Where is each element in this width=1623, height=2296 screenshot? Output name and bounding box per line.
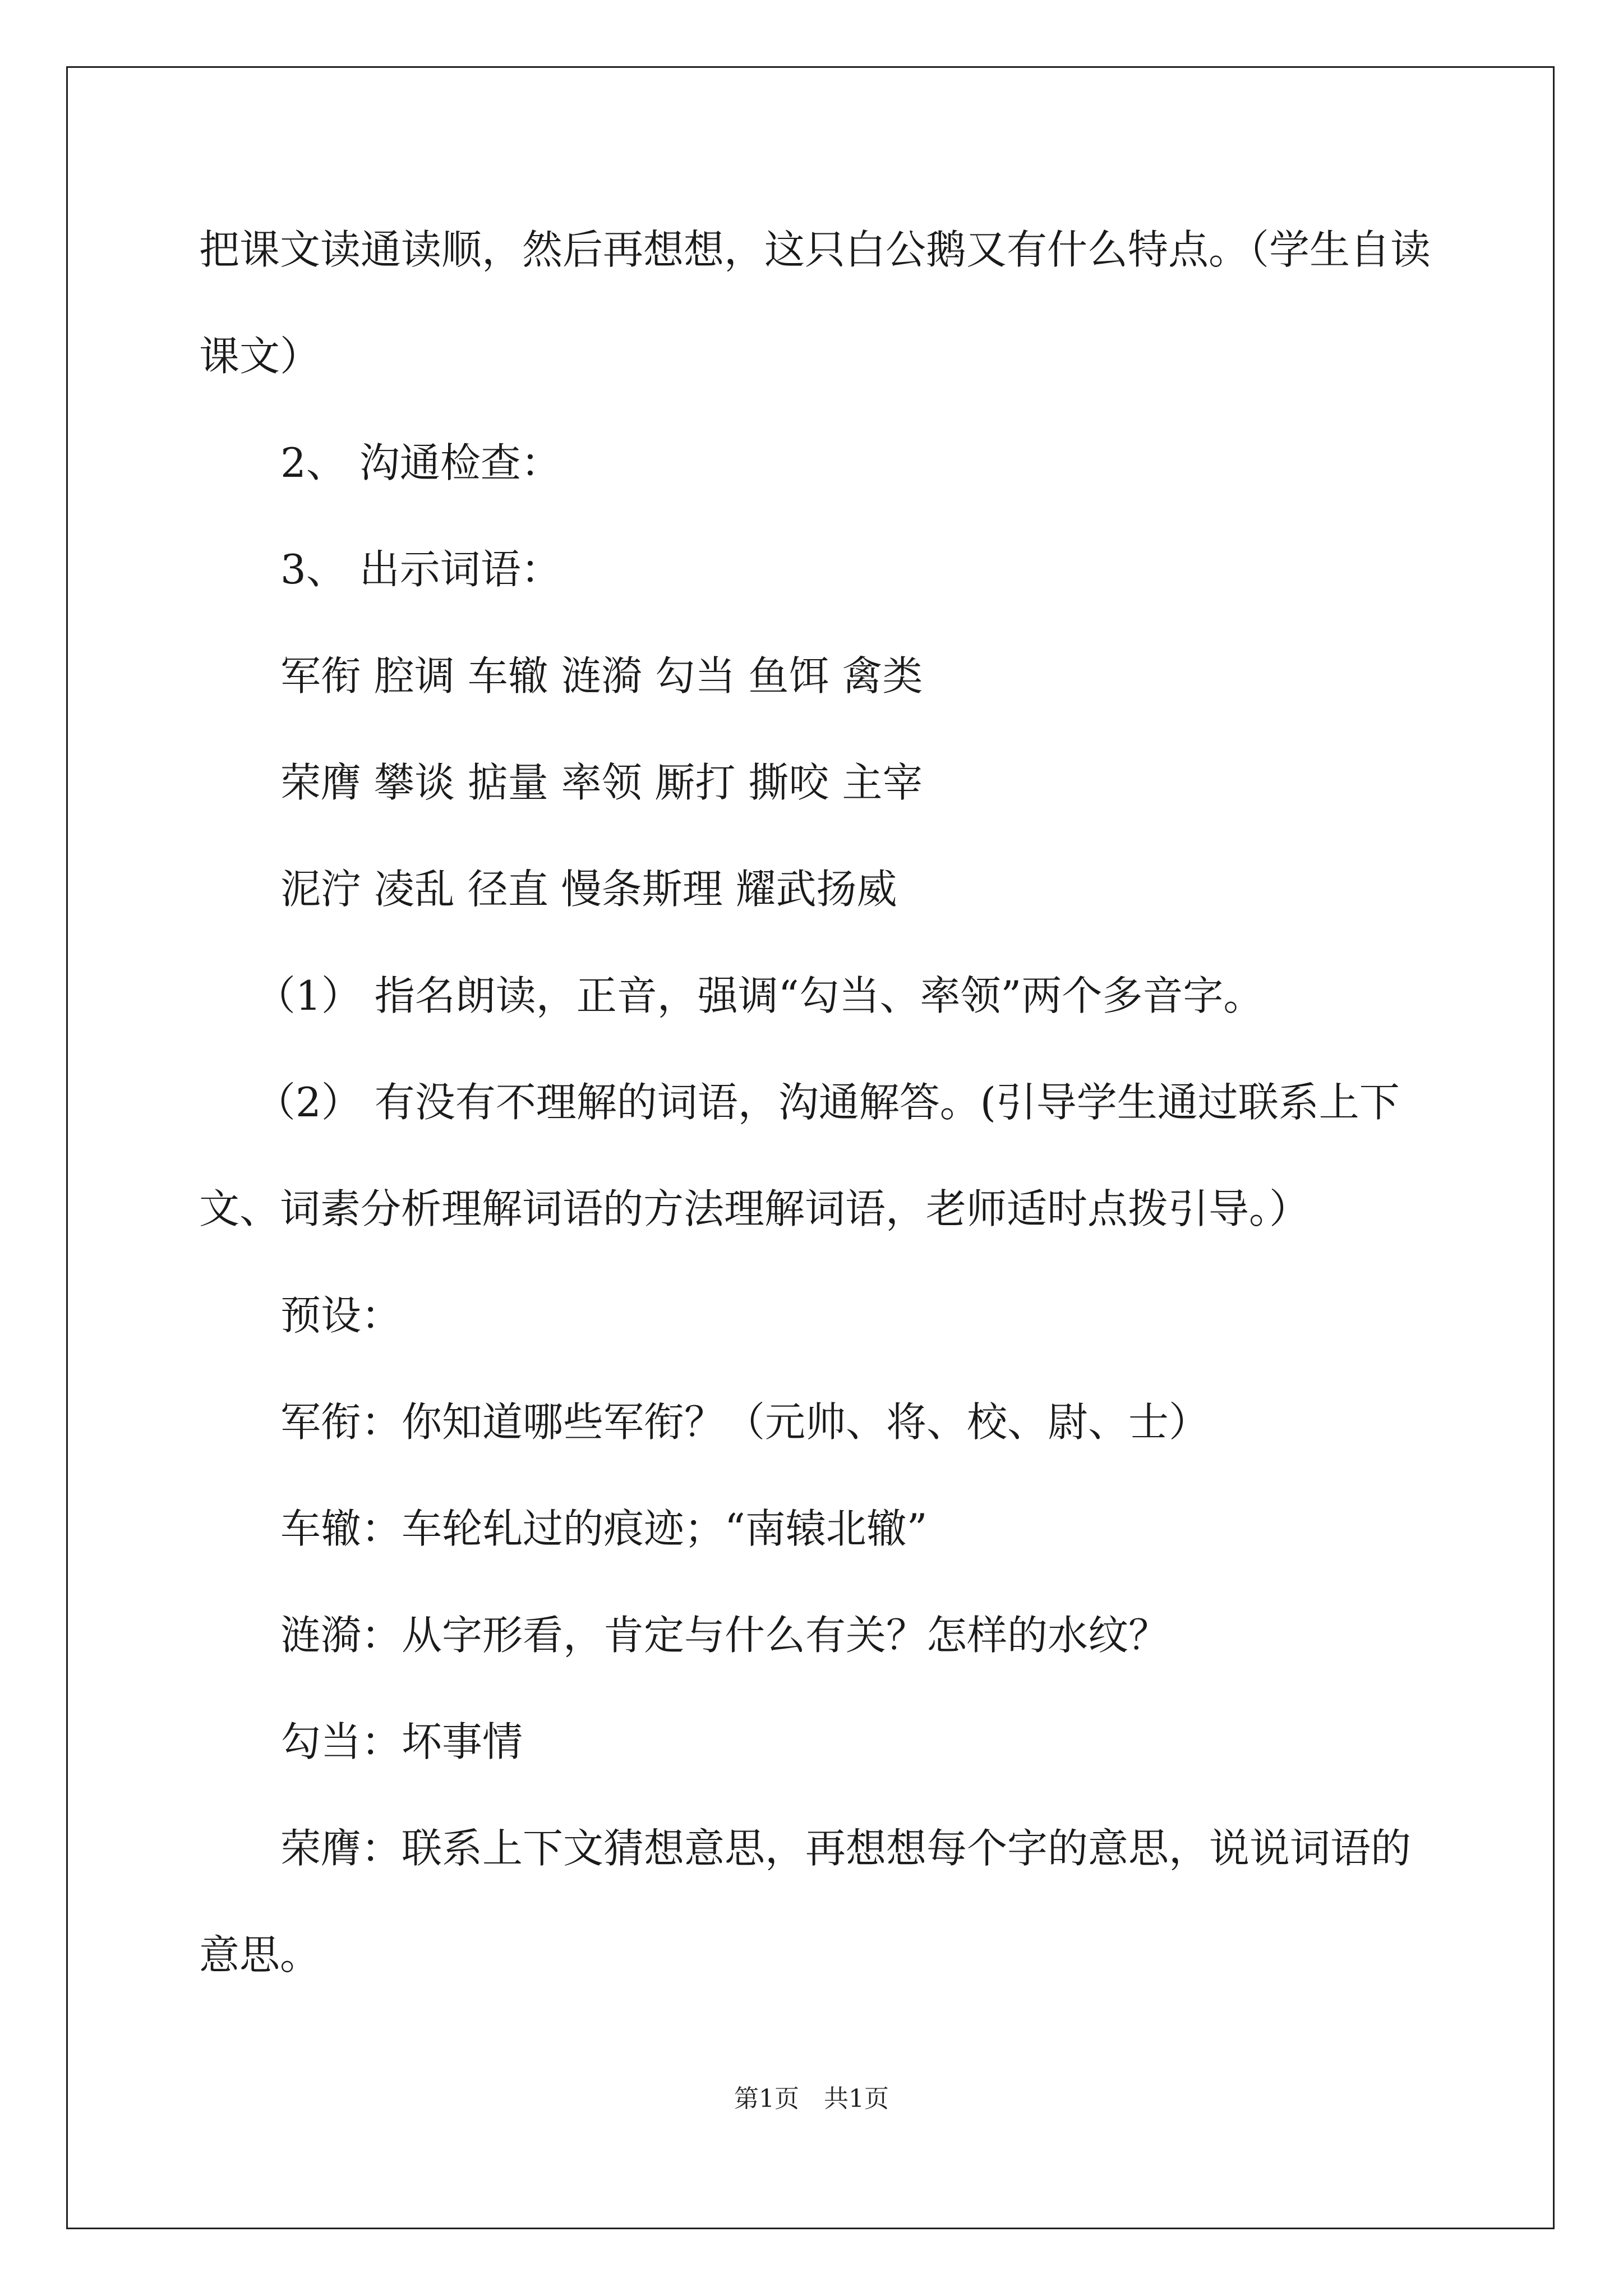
page-border	[66, 66, 1555, 2229]
sub-step-item: （2） 有没有不理解的词语，沟通解答。(引导学生通过联系上下	[255, 1079, 1400, 1126]
paragraph-line: 文、词素分析理解词语的方法理解词语，老师适时点拨引导。）	[199, 1185, 1310, 1232]
sub-step-item: （1） 指名朗读，正音，强调“勾当、率领”两个多音字。	[255, 972, 1264, 1019]
paragraph-line: 把课文读通读顺，然后再想想，这只白公鹅又有什么特点。（学生自读	[199, 226, 1431, 273]
definition-item: 勾当：坏事情	[280, 1718, 523, 1765]
definition-item: 军衔：你知道哪些军衔？（元帅、将、校、尉、士）	[280, 1398, 1210, 1446]
step-item: 3、 出示词语：	[280, 546, 561, 593]
definition-item: 涟漪：从字形看，肯定与什么有关？怎样的水纹？	[280, 1612, 1169, 1659]
paragraph-line: 意思。	[199, 1931, 321, 1978]
vocabulary-row: 荣膺 攀谈 掂量 率领 厮打 撕咬 主宰	[280, 759, 923, 806]
vocabulary-row: 泥泞 凌乱 径直 慢条斯理 耀武扬威	[280, 866, 897, 913]
definition-item: 荣膺：联系上下文猜想意思，再想想每个字的意思，说说词语的	[280, 1825, 1412, 1872]
definition-item: 车辙：车轮轧过的痕迹；“南辕北辙”	[280, 1505, 928, 1552]
vocabulary-row: 军衔 腔调 车辙 涟漪 勾当 鱼饵 禽类	[280, 652, 923, 700]
page-footer: 第1页 共1页	[734, 2085, 889, 2113]
paragraph-line: 课文）	[199, 333, 321, 380]
step-item: 2、 沟通检查：	[280, 439, 561, 486]
section-label: 预设：	[280, 1292, 402, 1339]
